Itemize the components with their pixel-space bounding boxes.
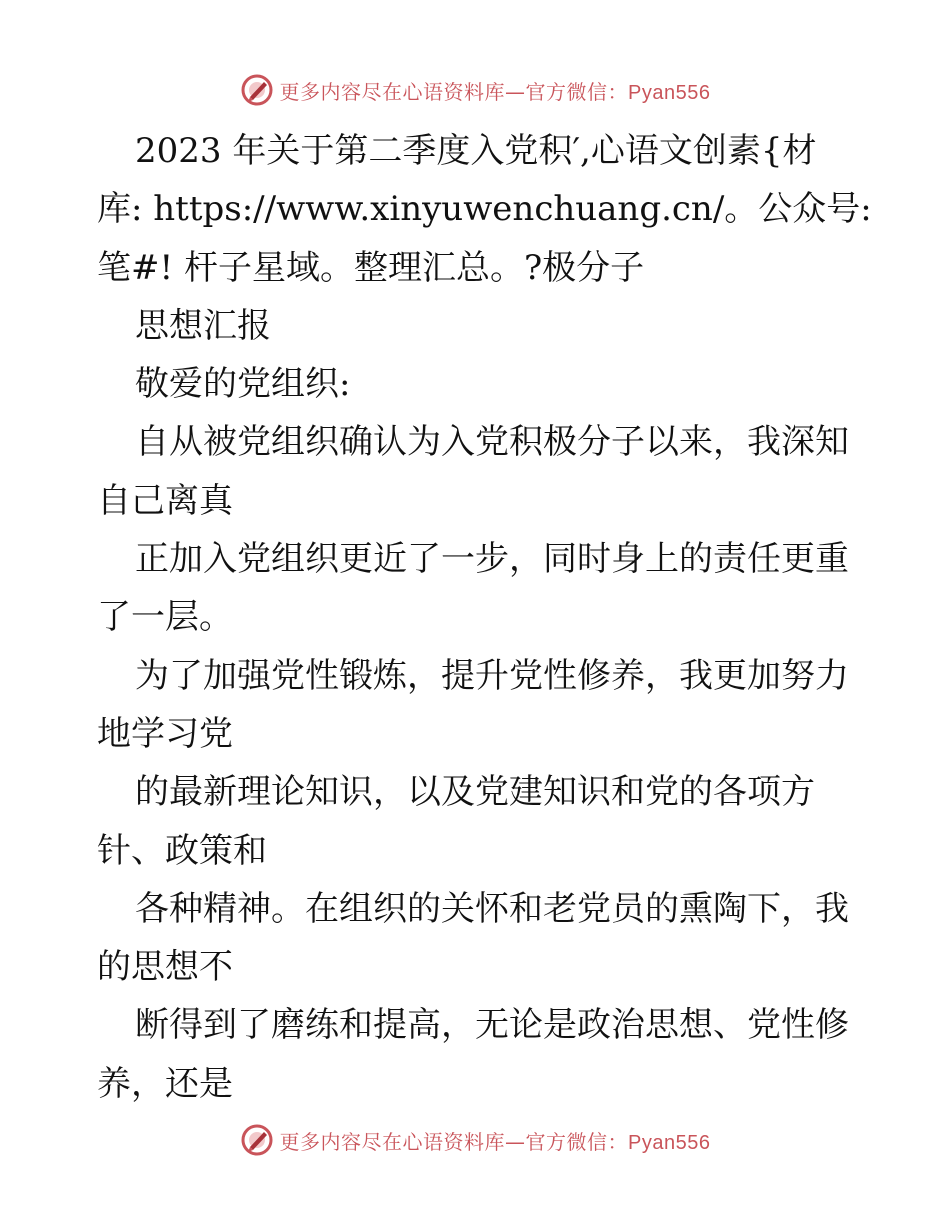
document-line: 自己离真 xyxy=(97,480,233,521)
xinyu-logo-icon xyxy=(240,73,274,107)
document-line: 2023 年关于第二季度入党积′,心语文创素{材 xyxy=(135,131,817,171)
document-line: 正加入党组织更近了一步，同时身上的责任更重 xyxy=(135,539,849,580)
footer-banner xyxy=(0,1120,950,1160)
document-line: 库: https://www.xinyuwenchuang.cn/。公众号: xyxy=(97,189,872,230)
document-line: 养，还是 xyxy=(97,1063,233,1104)
document-line: 了一层。 xyxy=(97,597,233,638)
header-banner-text: 更多内容尽在心语资料库—官方微信：Pyan556 xyxy=(279,79,711,104)
document-line: 的最新理论知识，以及党建知识和党的各项方 xyxy=(135,772,815,813)
document-line: 的思想不 xyxy=(97,947,233,988)
footer-banner-text: 更多内容尽在心语资料库—官方微信：Pyan556 xyxy=(279,1129,711,1154)
document-line: 针、政策和 xyxy=(97,830,267,871)
header-banner xyxy=(0,70,950,110)
xinyu-logo-icon xyxy=(240,1123,274,1157)
document-salutation: 敬爱的党组织: xyxy=(135,364,351,405)
document-line: 为了加强党性锻炼，提升党性修养，我更加努力 xyxy=(135,655,849,696)
document-line: 各种精神。在组织的关怀和老党员的熏陶下，我 xyxy=(135,888,849,929)
document-line: 笔#! 杆子星域。整理汇总。?极分子 xyxy=(97,247,645,288)
document-line: 地学习党 xyxy=(97,713,233,754)
document-line: 断得到了磨练和提高，无论是政治思想、党性修 xyxy=(135,1005,849,1046)
document-body xyxy=(97,122,872,1113)
document-line: 自从被党组织确认为入党积极分子以来，我深知 xyxy=(135,422,849,463)
document-heading: 思想汇报 xyxy=(135,305,271,346)
